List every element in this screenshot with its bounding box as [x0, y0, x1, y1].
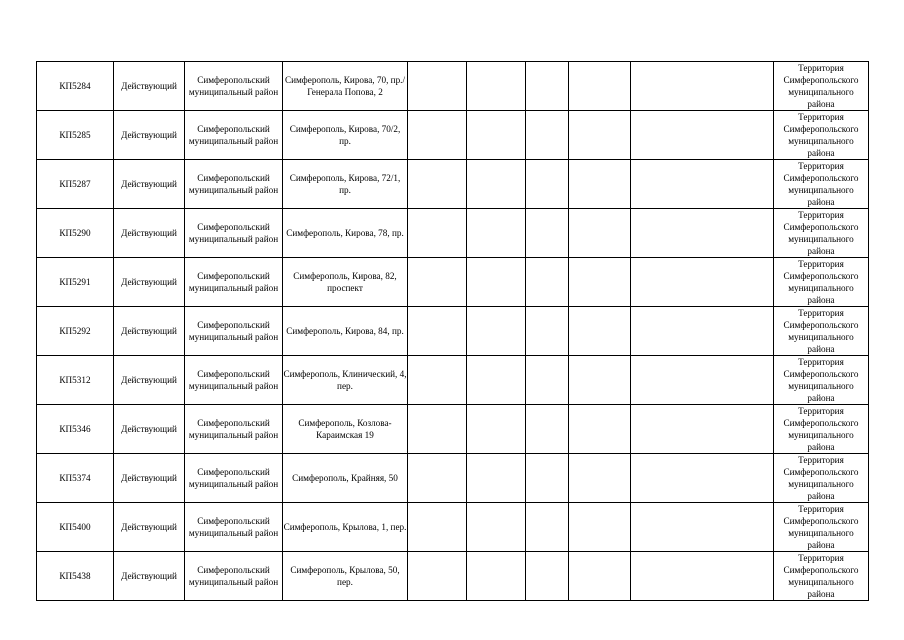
cell-address: Симферополь, Кирова, 70, пр./ Генерала Попова, 2 [283, 62, 408, 111]
cell-empty [467, 356, 526, 405]
cell-empty [569, 307, 631, 356]
cell-empty [569, 552, 631, 601]
cell-district: Симферопольский муниципальный район [185, 552, 283, 601]
cell-empty [467, 258, 526, 307]
cell-address: Симферополь, Клинический, 4, пер. [283, 356, 408, 405]
cell-code: КП5400 [37, 503, 114, 552]
cell-district: Симферопольский муниципальный район [185, 454, 283, 503]
cell-empty [526, 454, 569, 503]
cell-empty [408, 503, 467, 552]
cell-empty [569, 258, 631, 307]
cell-empty [408, 62, 467, 111]
cell-empty [408, 307, 467, 356]
cell-empty [569, 503, 631, 552]
cell-code: КП5285 [37, 111, 114, 160]
cell-address: Симферополь, Крылова, 1, пер. [283, 503, 408, 552]
cell-territory: Территория Симферопольского муниципального района [774, 552, 869, 601]
cell-territory: Территория Симферопольского муниципального района [774, 356, 869, 405]
table-row [37, 356, 869, 405]
cell-empty [631, 258, 774, 307]
cell-empty [467, 307, 526, 356]
cell-empty [526, 552, 569, 601]
cell-address: Симферополь, Крайняя, 50 [283, 454, 408, 503]
cell-territory: Территория Симферопольского муниципального района [774, 160, 869, 209]
cell-empty [408, 405, 467, 454]
cell-status: Действующий [114, 356, 185, 405]
cell-territory: Территория Симферопольского муниципального района [774, 405, 869, 454]
cell-status: Действующий [114, 503, 185, 552]
cell-empty [526, 111, 569, 160]
cell-empty [631, 503, 774, 552]
table-row [37, 258, 869, 307]
table-row [37, 552, 869, 601]
cell-code: КП5291 [37, 258, 114, 307]
cell-empty [631, 356, 774, 405]
cell-code: КП5287 [37, 160, 114, 209]
cell-district: Симферопольский муниципальный район [185, 405, 283, 454]
cell-code: КП5346 [37, 405, 114, 454]
cell-empty [569, 405, 631, 454]
cell-status: Действующий [114, 111, 185, 160]
cell-empty [569, 111, 631, 160]
cell-empty [569, 209, 631, 258]
cell-status: Действующий [114, 258, 185, 307]
cell-empty [526, 356, 569, 405]
cell-address: Симферополь, Кирова, 84, пр. [283, 307, 408, 356]
cell-status: Действующий [114, 307, 185, 356]
cell-code: КП5284 [37, 62, 114, 111]
cell-empty [408, 454, 467, 503]
cell-empty [526, 307, 569, 356]
cell-address: Симферополь, Кирова, 70/2, пр. [283, 111, 408, 160]
cell-empty [631, 307, 774, 356]
cell-status: Действующий [114, 209, 185, 258]
cell-status: Действующий [114, 160, 185, 209]
cell-empty [526, 62, 569, 111]
cell-code: КП5374 [37, 454, 114, 503]
cell-district: Симферопольский муниципальный район [185, 209, 283, 258]
table-row [37, 209, 869, 258]
cell-address: Симферополь, Кирова, 72/1, пр. [283, 160, 408, 209]
cell-status: Действующий [114, 62, 185, 111]
cell-empty [631, 209, 774, 258]
cell-empty [467, 405, 526, 454]
cell-status: Действующий [114, 454, 185, 503]
cell-empty [467, 454, 526, 503]
cell-empty [526, 503, 569, 552]
cell-empty [408, 356, 467, 405]
cell-empty [467, 62, 526, 111]
cell-empty [408, 111, 467, 160]
cell-empty [569, 454, 631, 503]
cell-empty [408, 160, 467, 209]
cell-territory: Территория Симферопольского муниципального района [774, 111, 869, 160]
cell-empty [631, 111, 774, 160]
table-row [37, 405, 869, 454]
cell-empty [408, 209, 467, 258]
registry-table-body [37, 62, 869, 601]
cell-empty [408, 258, 467, 307]
cell-district: Симферопольский муниципальный район [185, 62, 283, 111]
cell-district: Симферопольский муниципальный район [185, 160, 283, 209]
cell-code: КП5312 [37, 356, 114, 405]
cell-district: Симферопольский муниципальный район [185, 356, 283, 405]
cell-empty [467, 209, 526, 258]
cell-district: Симферопольский муниципальный район [185, 503, 283, 552]
cell-code: КП5292 [37, 307, 114, 356]
cell-empty [526, 258, 569, 307]
cell-address: Симферополь, Кирова, 78, пр. [283, 209, 408, 258]
cell-empty [526, 405, 569, 454]
cell-status: Действующий [114, 552, 185, 601]
cell-empty [467, 503, 526, 552]
cell-address: Симферополь, Крылова, 50, пер. [283, 552, 408, 601]
cell-territory: Территория Симферопольского муниципального района [774, 307, 869, 356]
cell-territory: Территория Симферопольского муниципального района [774, 62, 869, 111]
cell-empty [631, 160, 774, 209]
cell-code: КП5438 [37, 552, 114, 601]
cell-empty [569, 160, 631, 209]
cell-territory: Территория Симферопольского муниципального района [774, 454, 869, 503]
table-row [37, 307, 869, 356]
cell-territory: Территория Симферопольского муниципального района [774, 209, 869, 258]
table-row [37, 503, 869, 552]
cell-empty [526, 160, 569, 209]
table-row [37, 111, 869, 160]
cell-address: Симферополь, Кирова, 82, проспект [283, 258, 408, 307]
cell-empty [569, 62, 631, 111]
table-row [37, 160, 869, 209]
table-row [37, 454, 869, 503]
cell-empty [631, 454, 774, 503]
cell-empty [569, 356, 631, 405]
cell-empty [467, 160, 526, 209]
cell-empty [631, 62, 774, 111]
cell-empty [526, 209, 569, 258]
cell-status: Действующий [114, 405, 185, 454]
cell-district: Симферопольский муниципальный район [185, 258, 283, 307]
cell-empty [467, 111, 526, 160]
cell-district: Симферопольский муниципальный район [185, 307, 283, 356]
cell-empty [631, 552, 774, 601]
cell-address: Симферополь, Козлова-Караимская 19 [283, 405, 408, 454]
cell-code: КП5290 [37, 209, 114, 258]
cell-territory: Территория Симферопольского муниципального района [774, 503, 869, 552]
cell-territory: Территория Симферопольского муниципального района [774, 258, 869, 307]
registry-table [36, 61, 869, 601]
cell-empty [467, 552, 526, 601]
cell-empty [408, 552, 467, 601]
cell-empty [631, 405, 774, 454]
cell-district: Симферопольский муниципальный район [185, 111, 283, 160]
table-row [37, 62, 869, 111]
